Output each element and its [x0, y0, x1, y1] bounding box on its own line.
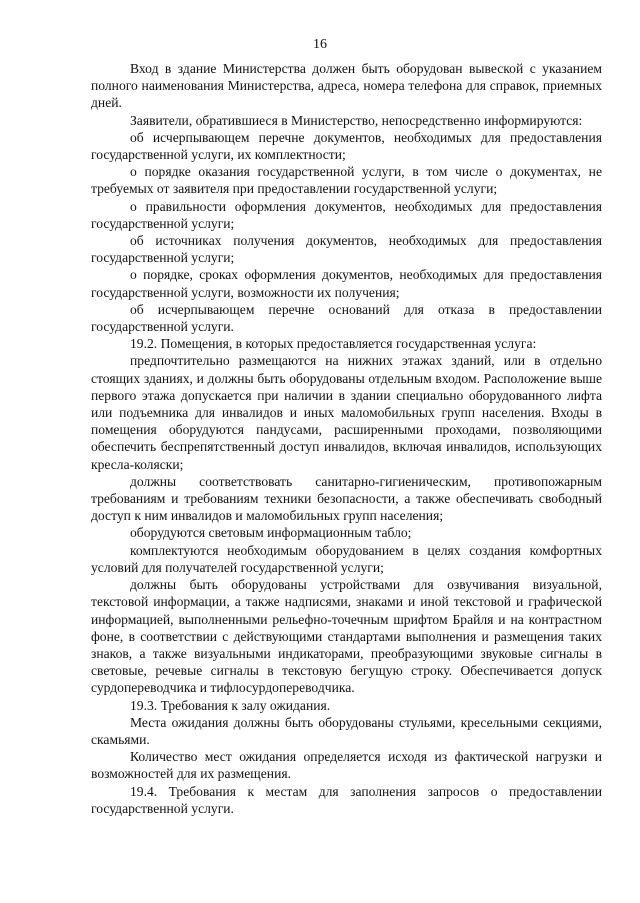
paragraph-applicants-informed: Заявители, обратившиеся в Министерство, непосредственно информируются: — [130, 112, 583, 128]
paragraph-premises-location: предпочтительно размещаются на нижних этажах зданий, или в отдельно стоящих зданиях, и должны быть оборудованы отдельным входом. Расположение выше первого этажа допускается при наличии в здании специально оборудованного лифта или подъемника для инвалидов и иных маломобильных групп населения. Входы в помещения оборудуются пандусами, расширенными проходами, позволяющими обеспечить беспрепятственный доступ инвалидов, включая инвалидов, использующих кресла-коляски; — [91, 353, 602, 472]
paragraph-service-procedure: о порядке оказания государственной услуги, в том числе о документах, не требуемых от заявителя при предоставлении государственной услуги; — [91, 164, 602, 197]
paragraph-refusal-grounds: об исчерпывающем перечне оснований для отказа в предоставлении государственной услуги. — [91, 301, 602, 335]
paragraph-waiting-seating: Места ожидания должны быть оборудованы стульями, кресельными секциями, скамьями. — [91, 714, 602, 747]
paragraph-document-correctness: о правильности оформления документов, необходимых для предоставления государственной услуги; — [91, 198, 602, 231]
paragraph-sanitary-requirements: должны соответствовать санитарно-гигиеническим, противопожарным требованиям и требованиям техники безопасности, а также обеспечивать свободный доступ к ним инвалидов и маломобильных групп населения; — [91, 473, 602, 524]
paragraph-waiting-capacity: Количество мест ожидания определяется исходя из фактической нагрузки и возможностей для их размещения. — [91, 749, 602, 782]
paragraph-accessibility-devices: должны быть оборудованы устройствами для озвучивания визуальной, текстовой информации, а также надписями, знаками и иной текстовой и графической информацией, выполненными рельефно-точечным шрифтом Брайля и на контрастном фоне, в соответствии с действующими стандартами выполнения и размещения таких знаков, а также визуальными индикаторами, преобразующими звуковые сигналы в световые, речевые сигналы в текстовую бегущую строку. Обеспечивается допуск сурдопереводчика и тифлосурдопереводчика. — [91, 577, 602, 696]
page-number: 16 — [313, 37, 327, 52]
paragraph-procedure-terms: о порядке, сроках оформления документов, необходимых для предоставления государственной услуги, возможности их получения; — [91, 267, 602, 300]
document-body — [91, 60, 602, 817]
paragraph-light-board: оборудуются световым информационным табло; — [130, 525, 412, 541]
paragraph-document-sources: об источниках получения документов, необходимых для предоставления государственной услуги; — [91, 233, 602, 266]
section-heading-19-2: 19.2. Помещения, в которых предоставляется государственная услуга: — [130, 336, 537, 352]
section-heading-19-3: 19.3. Требования к залу ожидания. — [130, 697, 331, 713]
paragraph-equipment: комплектуются необходимым оборудованием в целях создания комфортных условий для получателей государственной услуги; — [91, 542, 602, 575]
section-heading-19-4: 19.4. Требования к местам для заполнения запросов о предоставлении государственной услуги. — [91, 783, 602, 816]
paragraph-entrance-sign: Вход в здание Министерства должен быть оборудован вывеской с указанием полного наименования Министерства, адреса, номера телефона для справок, приемных дней. — [91, 61, 602, 111]
paragraph-list-documents: об исчерпывающем перечне документов, необходимых для предоставления государственной услуги, их комплектности; — [91, 129, 602, 163]
